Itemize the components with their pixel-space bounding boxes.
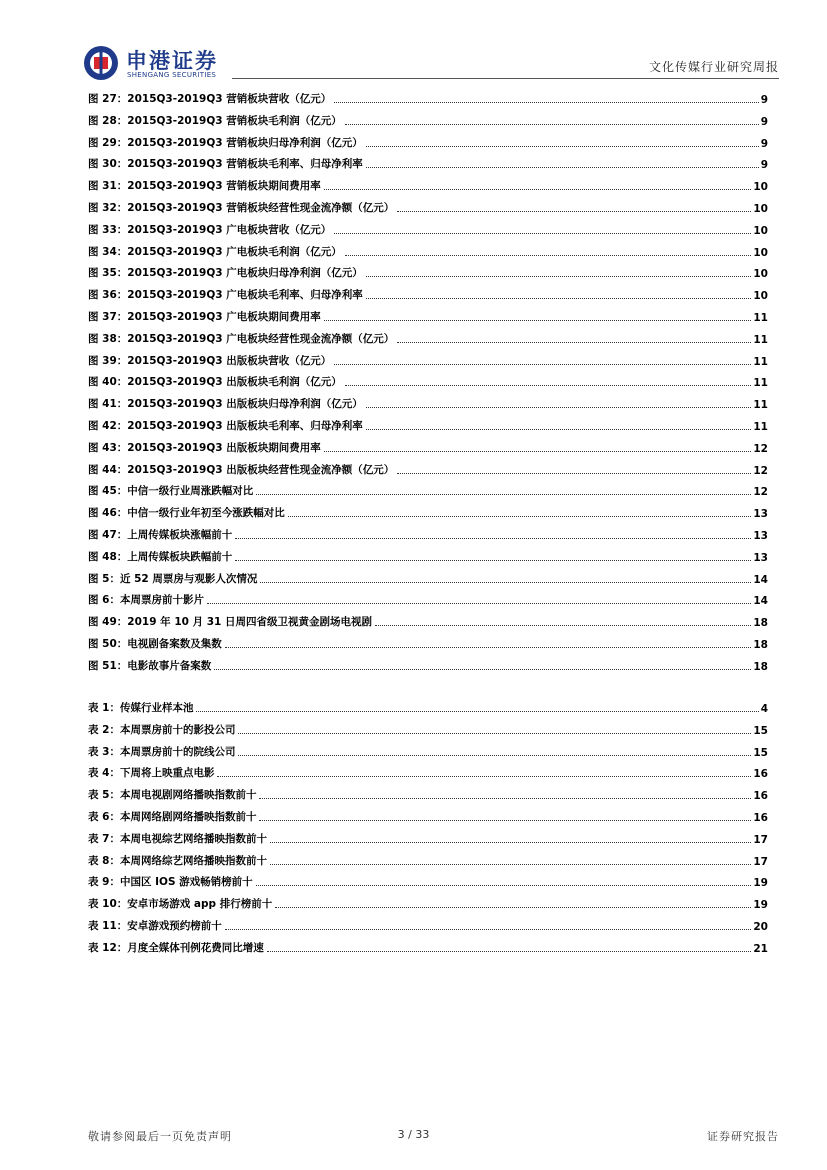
figure-title: 上周传媒板块涨幅前十 xyxy=(127,529,233,541)
table-title: 本周网络综艺网络播映指数前十 xyxy=(119,854,267,867)
dot-leader xyxy=(217,775,751,777)
table-entry[interactable] xyxy=(88,804,768,824)
figure-title: 电影故事片备案数 xyxy=(127,659,212,672)
company-logo xyxy=(82,44,232,84)
dot-leader xyxy=(207,602,751,604)
figure-page-number: 12 xyxy=(753,442,768,455)
figure-number: 图 43： xyxy=(88,441,128,454)
figure-page-number: 13 xyxy=(753,508,768,521)
dot-leader xyxy=(260,581,751,583)
dot-leader xyxy=(256,493,751,495)
dot-leader xyxy=(397,472,751,474)
figure-title: 中信一级行业年初至今涨跌幅对比 xyxy=(127,507,285,520)
figure-number: 图 47： xyxy=(88,529,128,541)
figure-number: 图 6： xyxy=(88,594,120,607)
figure-title: 2015Q3-2019Q3 广电板块期间费用率 xyxy=(127,311,321,323)
table-title: 中国区 IOS 游戏畅销榜前十 xyxy=(119,876,253,889)
figure-number: 图 51： xyxy=(88,659,128,672)
figure-title: 2015Q3-2019Q3 广电板块毛利润（亿元） xyxy=(127,245,342,258)
dot-leader xyxy=(366,275,752,277)
figure-page-number: 13 xyxy=(753,551,768,564)
figure-page-number: 12 xyxy=(753,464,768,477)
table-page-number: 19 xyxy=(753,899,768,912)
figure-entry[interactable] xyxy=(88,435,768,455)
dot-leader xyxy=(235,559,751,561)
figure-entry[interactable] xyxy=(88,304,768,324)
figure-title: 2015Q3-2019Q3 营销板块毛利率、归母净利率 xyxy=(127,158,363,171)
figure-number: 图 41： xyxy=(88,398,128,411)
figure-entry[interactable] xyxy=(88,609,768,629)
page-footer xyxy=(0,1120,827,1150)
table-number: 表 9： xyxy=(88,876,120,889)
figure-title: 2015Q3-2019Q3 广电板块经营性现金流净额（亿元） xyxy=(127,332,395,345)
figure-page-number: 10 xyxy=(753,246,768,259)
figure-number: 图 50： xyxy=(88,638,128,650)
table-page-number: 16 xyxy=(753,812,768,824)
figure-page-number: 9 xyxy=(760,115,768,128)
table-entry[interactable] xyxy=(88,717,768,737)
dot-leader xyxy=(345,254,752,256)
figure-page-number: 18 xyxy=(753,617,768,630)
table-title: 本周网络剧网络播映指数前十 xyxy=(119,811,257,823)
figure-page-number: 13 xyxy=(753,530,768,542)
figure-number: 图 38： xyxy=(88,332,128,345)
figure-number: 图 33： xyxy=(88,223,128,236)
figure-entry[interactable] xyxy=(88,173,768,193)
dot-leader xyxy=(366,166,759,168)
figure-title: 2015Q3-2019Q3 营销板块归母净利润（亿元） xyxy=(127,136,363,149)
dot-leader xyxy=(334,101,758,103)
table-entry[interactable] xyxy=(88,760,768,780)
dot-leader xyxy=(324,188,752,190)
table-title: 本周票房前十的影投公司 xyxy=(119,723,236,736)
figure-entry[interactable] xyxy=(88,653,768,673)
figure-page-number: 11 xyxy=(753,333,768,346)
table-entry[interactable] xyxy=(88,891,768,911)
table-page-number: 17 xyxy=(753,833,768,846)
figure-title: 2015Q3-2019Q3 营销板块毛利润（亿元） xyxy=(127,114,342,127)
figure-number: 图 35： xyxy=(88,267,128,280)
table-page-number: 19 xyxy=(753,877,768,890)
table-number: 表 1： xyxy=(88,702,120,714)
figure-number: 图 36： xyxy=(88,289,128,302)
table-number: 表 8： xyxy=(88,854,120,867)
table-number: 表 12： xyxy=(88,941,128,954)
table-title: 安卓市场游戏 app 排行榜前十 xyxy=(127,898,273,911)
dot-leader xyxy=(267,950,752,952)
dot-leader xyxy=(196,710,758,712)
table-page-number: 21 xyxy=(753,942,768,955)
header-divider xyxy=(232,78,779,79)
figure-title: 2015Q3-2019Q3 出版板块毛利润（亿元） xyxy=(127,376,342,389)
figure-number: 图 29： xyxy=(88,136,128,149)
logo-chinese-name: 申港证券 xyxy=(126,49,218,73)
dot-leader xyxy=(366,428,752,430)
figure-entry[interactable] xyxy=(88,391,768,411)
figure-entry[interactable] xyxy=(88,587,768,607)
dot-leader xyxy=(334,363,751,365)
figure-page-number: 10 xyxy=(753,181,768,194)
table-page-number: 15 xyxy=(753,724,768,737)
figure-entry[interactable] xyxy=(88,522,768,542)
figure-number: 图 49： xyxy=(88,616,128,629)
figure-title: 2015Q3-2019Q3 营销板块期间费用率 xyxy=(127,180,321,193)
figure-page-number: 18 xyxy=(753,639,768,651)
disclaimer-note: 敬请参阅最后一页免责声明 xyxy=(88,1130,232,1143)
figure-entry[interactable] xyxy=(88,566,768,586)
table-page-number: 20 xyxy=(753,921,768,933)
figure-number: 图 42： xyxy=(88,420,128,432)
figure-title: 2015Q3-2019Q3 出版板块归母净利润（亿元） xyxy=(127,398,363,411)
figure-title: 中信一级行业周涨跌幅对比 xyxy=(127,485,254,498)
table-title: 本周电视综艺网络播映指数前十 xyxy=(119,832,267,845)
table-page-number: 4 xyxy=(760,703,768,715)
table-entry[interactable] xyxy=(88,826,768,846)
figure-page-number: 10 xyxy=(753,290,768,303)
dot-leader xyxy=(259,797,751,799)
figure-number: 图 39： xyxy=(88,354,128,367)
table-page-number: 16 xyxy=(753,768,768,781)
figure-page-number: 11 xyxy=(753,377,768,390)
dot-leader xyxy=(397,210,751,212)
figure-title: 2015Q3-2019Q3 广电板块营收（亿元） xyxy=(127,223,332,236)
figure-page-number: 11 xyxy=(753,399,768,412)
figure-number: 图 27： xyxy=(88,93,128,105)
figure-title: 上周传媒板块跌幅前十 xyxy=(127,550,233,563)
dot-leader xyxy=(270,841,751,843)
logo-english-name: SHENGANG SECURITIES xyxy=(127,71,217,79)
shengang-logo-icon xyxy=(82,44,120,82)
figure-number: 图 40： xyxy=(88,376,128,389)
figure-entry[interactable] xyxy=(88,151,768,171)
table-entry[interactable] xyxy=(88,869,768,889)
figure-number: 图 5： xyxy=(88,572,120,585)
figure-page-number: 9 xyxy=(760,159,768,172)
figure-page-number: 18 xyxy=(753,660,768,673)
table-number: 表 6： xyxy=(88,811,120,823)
report-label: 证券研究报告 xyxy=(707,1130,779,1143)
figure-number: 图 32： xyxy=(88,202,128,214)
dot-leader xyxy=(334,232,751,234)
figure-title: 2015Q3-2019Q3 出版板块营收（亿元） xyxy=(127,354,332,367)
table-number: 表 5： xyxy=(88,789,120,802)
table-page-number: 15 xyxy=(753,746,768,759)
table-number: 表 4： xyxy=(88,767,120,780)
table-title: 下周将上映重点电影 xyxy=(119,767,215,780)
table-number: 表 11： xyxy=(88,920,128,932)
figure-title: 2015Q3-2019Q3 广电板块归母净利润（亿元） xyxy=(127,267,363,280)
dot-leader xyxy=(345,123,759,125)
table-number: 表 3： xyxy=(88,745,120,758)
table-entry[interactable] xyxy=(88,913,768,933)
dot-leader xyxy=(324,319,752,321)
figure-title: 2019 年 10 月 31 日周四省级卫视黄金剧场电视剧 xyxy=(127,616,373,629)
dot-leader xyxy=(256,884,752,886)
dot-leader xyxy=(259,819,751,821)
dot-leader xyxy=(366,297,752,299)
figure-title: 2015Q3-2019Q3 营销板块经营性现金流净额（亿元） xyxy=(127,202,395,214)
figure-entry[interactable] xyxy=(88,369,768,389)
figure-entry[interactable] xyxy=(88,631,768,651)
figure-number: 图 48： xyxy=(88,550,128,563)
table-entry[interactable] xyxy=(88,739,768,759)
table-title: 本周电视剧网络播映指数前十 xyxy=(119,789,257,802)
dot-leader xyxy=(225,646,752,648)
table-number: 表 10： xyxy=(88,898,128,911)
figure-number: 图 45： xyxy=(88,485,128,498)
figure-number: 图 44： xyxy=(88,463,128,476)
dot-leader xyxy=(225,928,752,930)
dot-leader xyxy=(275,906,751,908)
figure-page-number: 10 xyxy=(753,203,768,215)
figure-page-number: 14 xyxy=(753,595,768,608)
figure-number: 图 30： xyxy=(88,158,128,171)
dot-leader xyxy=(270,863,751,865)
table-title: 安卓游戏预约榜前十 xyxy=(127,920,222,932)
figure-entry[interactable] xyxy=(88,108,768,128)
dot-leader xyxy=(345,384,752,386)
figure-page-number: 10 xyxy=(753,224,768,237)
table-title: 月度全媒体刊例花费同比增速 xyxy=(127,941,264,954)
figure-title: 2015Q3-2019Q3 出版板块经营性现金流净额（亿元） xyxy=(127,463,395,476)
table-page-number: 16 xyxy=(753,790,768,803)
page-header xyxy=(0,0,827,90)
figure-number: 图 46： xyxy=(88,507,128,520)
figure-number: 图 37： xyxy=(88,311,128,323)
figure-title: 2015Q3-2019Q3 营销板块营收（亿元） xyxy=(127,93,332,105)
table-entry[interactable] xyxy=(88,695,768,715)
figure-page-number: 11 xyxy=(753,421,768,433)
dot-leader xyxy=(214,668,751,670)
dot-leader xyxy=(366,145,759,147)
table-number: 表 7： xyxy=(88,832,120,845)
table-page-number: 17 xyxy=(753,855,768,868)
table-entry[interactable] xyxy=(88,782,768,802)
figure-entry[interactable] xyxy=(88,260,768,280)
figure-entry[interactable] xyxy=(88,413,768,433)
figure-title: 2015Q3-2019Q3 出版板块毛利率、归母净利率 xyxy=(127,420,363,432)
figure-title: 近 52 周票房与观影人次情况 xyxy=(119,572,258,585)
figure-entry[interactable] xyxy=(88,130,768,150)
figure-entry[interactable] xyxy=(88,478,768,498)
figure-entry[interactable] xyxy=(88,86,768,106)
table-title: 传媒行业样本池 xyxy=(119,702,194,714)
figure-entry[interactable] xyxy=(88,195,768,215)
page-number: 3 / 33 xyxy=(397,1128,430,1141)
table-entry[interactable] xyxy=(88,848,768,868)
figure-page-number: 10 xyxy=(753,268,768,281)
figure-number: 图 34： xyxy=(88,245,128,258)
figure-title: 电视剧备案数及集数 xyxy=(127,638,222,650)
figure-entry[interactable] xyxy=(88,239,768,259)
dot-leader xyxy=(238,732,751,734)
dot-leader xyxy=(324,450,752,452)
figure-title: 2015Q3-2019Q3 出版板块期间费用率 xyxy=(127,441,321,454)
table-number: 表 2： xyxy=(88,723,120,736)
figure-number: 图 31： xyxy=(88,180,128,193)
report-type: 文化传媒行业研究周报 xyxy=(648,60,779,74)
figure-entry[interactable] xyxy=(88,544,768,564)
dot-leader xyxy=(397,341,751,343)
figure-entry[interactable] xyxy=(88,326,768,346)
figure-entry[interactable] xyxy=(88,217,768,237)
figure-entry[interactable] xyxy=(88,500,768,520)
dot-leader xyxy=(288,515,752,517)
figure-page-number: 11 xyxy=(753,312,768,324)
figure-page-number: 12 xyxy=(753,486,768,499)
figure-entry[interactable] xyxy=(88,457,768,477)
table-title: 本周票房前十的院线公司 xyxy=(119,745,236,758)
table-entry[interactable] xyxy=(88,935,768,955)
figure-title: 2015Q3-2019Q3 广电板块毛利率、归母净利率 xyxy=(127,289,363,302)
figure-number: 图 28： xyxy=(88,114,128,127)
dot-leader xyxy=(375,624,751,626)
figure-title: 本周票房前十影片 xyxy=(119,594,204,607)
figure-page-number: 14 xyxy=(753,573,768,586)
figure-entry[interactable] xyxy=(88,348,768,368)
dot-leader xyxy=(238,754,751,756)
figure-entry[interactable] xyxy=(88,282,768,302)
dot-leader xyxy=(366,406,752,408)
figure-page-number: 11 xyxy=(753,355,768,368)
dot-leader xyxy=(235,537,751,539)
figure-page-number: 9 xyxy=(760,94,768,106)
figure-page-number: 9 xyxy=(760,137,768,150)
